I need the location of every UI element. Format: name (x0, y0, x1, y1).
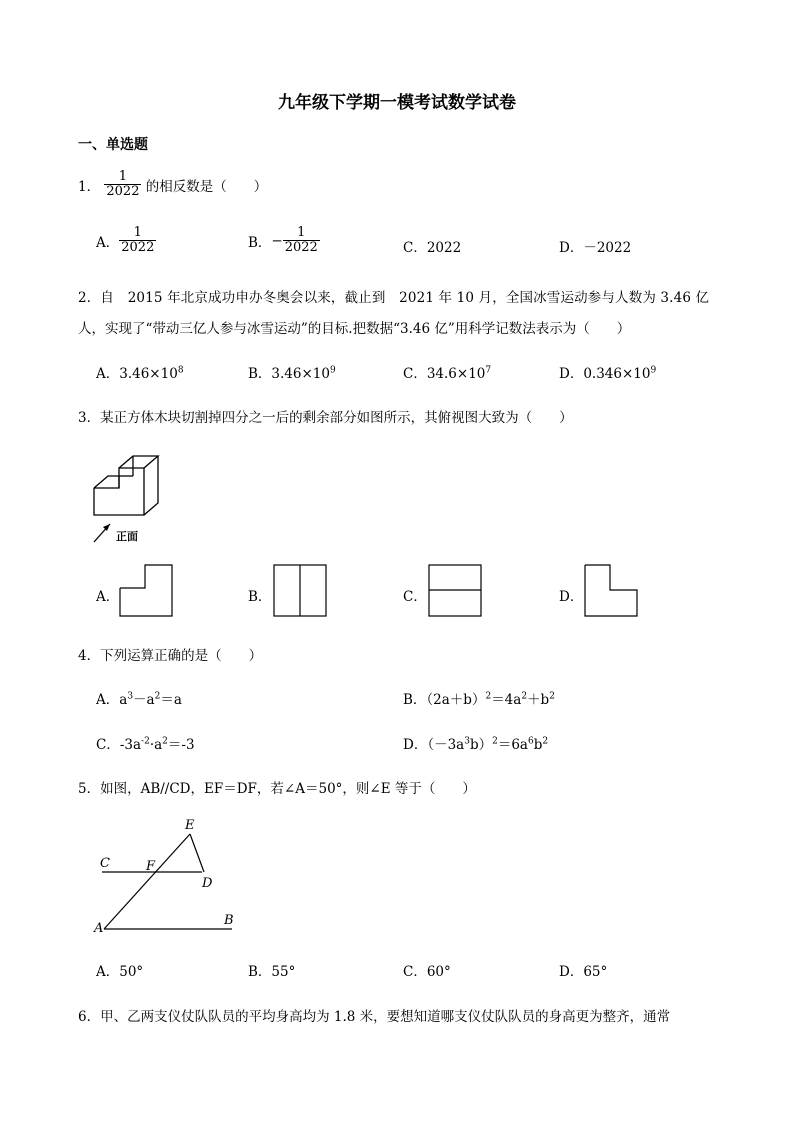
label-d: D (202, 876, 213, 891)
q1-number: 1． (78, 178, 101, 195)
label-f: F (146, 859, 156, 874)
label-a: A (94, 921, 104, 936)
label-b: B (224, 913, 234, 928)
q5-option-d[interactable]: D．65° (559, 964, 608, 980)
geometry-figure (90, 812, 250, 937)
q4-option-d[interactable]: D．$(-3a^3b)^2=6a^6b^2$ (403, 736, 549, 753)
front-label: 正面 (116, 530, 138, 543)
q3-option-d-label[interactable]: D． (559, 589, 584, 605)
q3-option-b-figure[interactable] (273, 564, 328, 618)
label-c: C (100, 856, 110, 871)
question-6: 6．甲、乙两支仪仗队队员的平均身高均为 1.8 米，要想知道哪支仪仗队队员的身高更为整齐，通常 (78, 1009, 671, 1025)
question-4: 4．下列运算正确的是（ ） (78, 648, 263, 664)
q2-option-c[interactable]: C．$34.6\times 10^7$ (403, 365, 492, 382)
question-5: 5．如图，AB//CD，EF＝DF，若∠A＝50°，则∠E 等于（ ） (78, 781, 476, 797)
q2-option-d[interactable]: D．$0.346\times 10^9$ (559, 365, 657, 382)
section-heading: 一、单选题 (78, 137, 148, 153)
q1-text: 的相反数是（ ） (145, 178, 268, 195)
question-2-line1: 2．自 2015 年北京成功申办冬奥会以来，截止到 2021 年 10 月，全国冰雪运动参与人数为 3.46 亿 (78, 290, 710, 306)
q3-option-d-figure[interactable] (584, 564, 639, 618)
q3-option-c-figure[interactable] (428, 564, 483, 618)
page-title: 九年级下学期一模考试数学试卷 (278, 93, 516, 113)
label-e: E (185, 818, 195, 833)
q5-option-c[interactable]: C．60° (403, 964, 451, 980)
q3-option-a-figure[interactable] (119, 564, 174, 618)
q4-option-a[interactable]: A．$a^3-a^2=a$ (96, 691, 182, 708)
q4-option-b[interactable]: B．$(2a+b)^2=4a^2+b^2$ (403, 691, 555, 708)
q3-option-b-label[interactable]: B． (248, 589, 272, 605)
q1-option-c[interactable]: C．2022 (403, 240, 462, 256)
q1-option-b[interactable]: B．− $\frac{1}{2022}$ (248, 225, 318, 256)
q4-option-c[interactable]: C．$-3a^{-2}\cdot a^2=-3$ (96, 736, 195, 753)
q5-option-a[interactable]: A．50° (96, 964, 144, 980)
q5-option-b[interactable]: B．55° (248, 964, 296, 980)
q2-option-a[interactable]: A．$3.46\times 10^8$ (96, 365, 184, 382)
q3-option-a-label[interactable]: A． (96, 589, 120, 605)
cube-solid (94, 456, 158, 515)
question-2-line2: 人，实现了“带动三亿人参与冰雪运动”的目标.把数据“3.46 亿”用科学记数法表示为（ ） (78, 321, 631, 337)
front-arrow-icon (94, 524, 110, 542)
q3-option-c-label[interactable]: C． (403, 589, 427, 605)
cube-figure (86, 440, 186, 550)
question-3: 3．某正方体木块切割掉四分之一后的剩余部分如图所示，其俯视图大致为（ ） (78, 410, 573, 426)
question-1 (78, 170, 267, 200)
q2-option-b[interactable]: B．$3.46\times 10^9$ (248, 365, 336, 382)
q1-option-d[interactable]: D．－2022 (559, 240, 632, 256)
q1-option-a[interactable]: A． $\frac{1}{2022}$ (96, 225, 155, 256)
geometry-lines (102, 834, 232, 929)
q1-fraction: $\frac{1}{2022}$ (106, 169, 140, 200)
